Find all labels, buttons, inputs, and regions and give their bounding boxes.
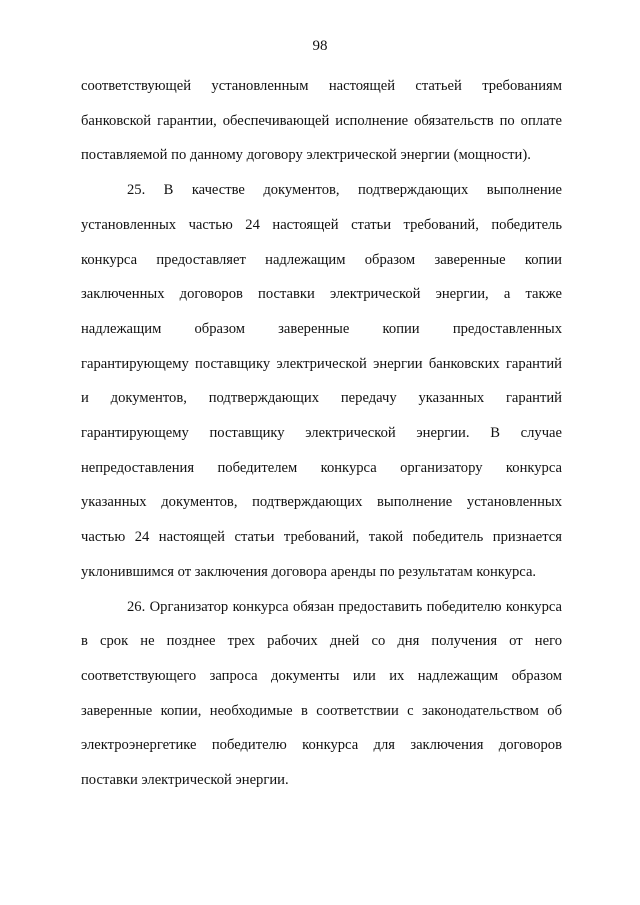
- text-line: 25. В качестве документов, подтверждающих выполнение: [127, 182, 562, 199]
- text-line: банковской гарантии, обеспечивающей исполнение обязательств по оплате: [81, 112, 562, 129]
- text-line: поставки электрической энергии.: [81, 772, 289, 789]
- text-line: гарантирующему поставщику электрической энергии. В случае: [81, 425, 562, 442]
- text-line: непредоставления победителем конкурса организатору конкурса: [81, 459, 562, 476]
- text-line: в срок не позднее трех рабочих дней со дня получения от него: [81, 633, 562, 650]
- text-line: указанных документов, подтверждающих выполнение установленных: [81, 494, 562, 511]
- text-line: соответствующего запроса документы или их надлежащим образом: [81, 667, 562, 684]
- text-line: уклонившимся от заключения договора аренды по результатам конкурса.: [81, 563, 537, 580]
- text-line: 26. Организатор конкурса обязан предоставить победителю конкурса: [127, 598, 562, 615]
- document-body: [81, 69, 562, 798]
- text-line: соответствующей установленным настоящей статьей требованиям: [81, 78, 562, 94]
- page-number: 98: [312, 38, 328, 54]
- paragraph-26: [81, 590, 562, 798]
- text-line: установленных частью 24 настоящей статьи требований, победитель: [81, 216, 562, 233]
- text-line: частью 24 настоящей статьи требований, такой победитель признается: [81, 529, 562, 546]
- text-line: и документов, подтверждающих передачу указанных гарантий: [81, 390, 562, 407]
- paragraph-continuation: [81, 69, 562, 173]
- paragraph-25: [81, 173, 562, 589]
- text-line: заверенные копии, необходимые в соответствии с законодательством об: [81, 702, 562, 719]
- text-line: конкурса предоставляет надлежащим образом заверенные копии: [81, 251, 562, 268]
- text-line: заключенных договоров поставки электрической энергии, а также: [81, 286, 562, 303]
- text-line: гарантирующему поставщику электрической энергии банковских гарантий: [81, 355, 562, 372]
- text-line: электроэнергетике победителю конкурса для заключения договоров: [81, 737, 562, 754]
- text-line: надлежащим образом заверенные копии предоставленных: [81, 320, 562, 337]
- text-line: поставляемой по данному договору электрической энергии (мощности).: [81, 147, 531, 164]
